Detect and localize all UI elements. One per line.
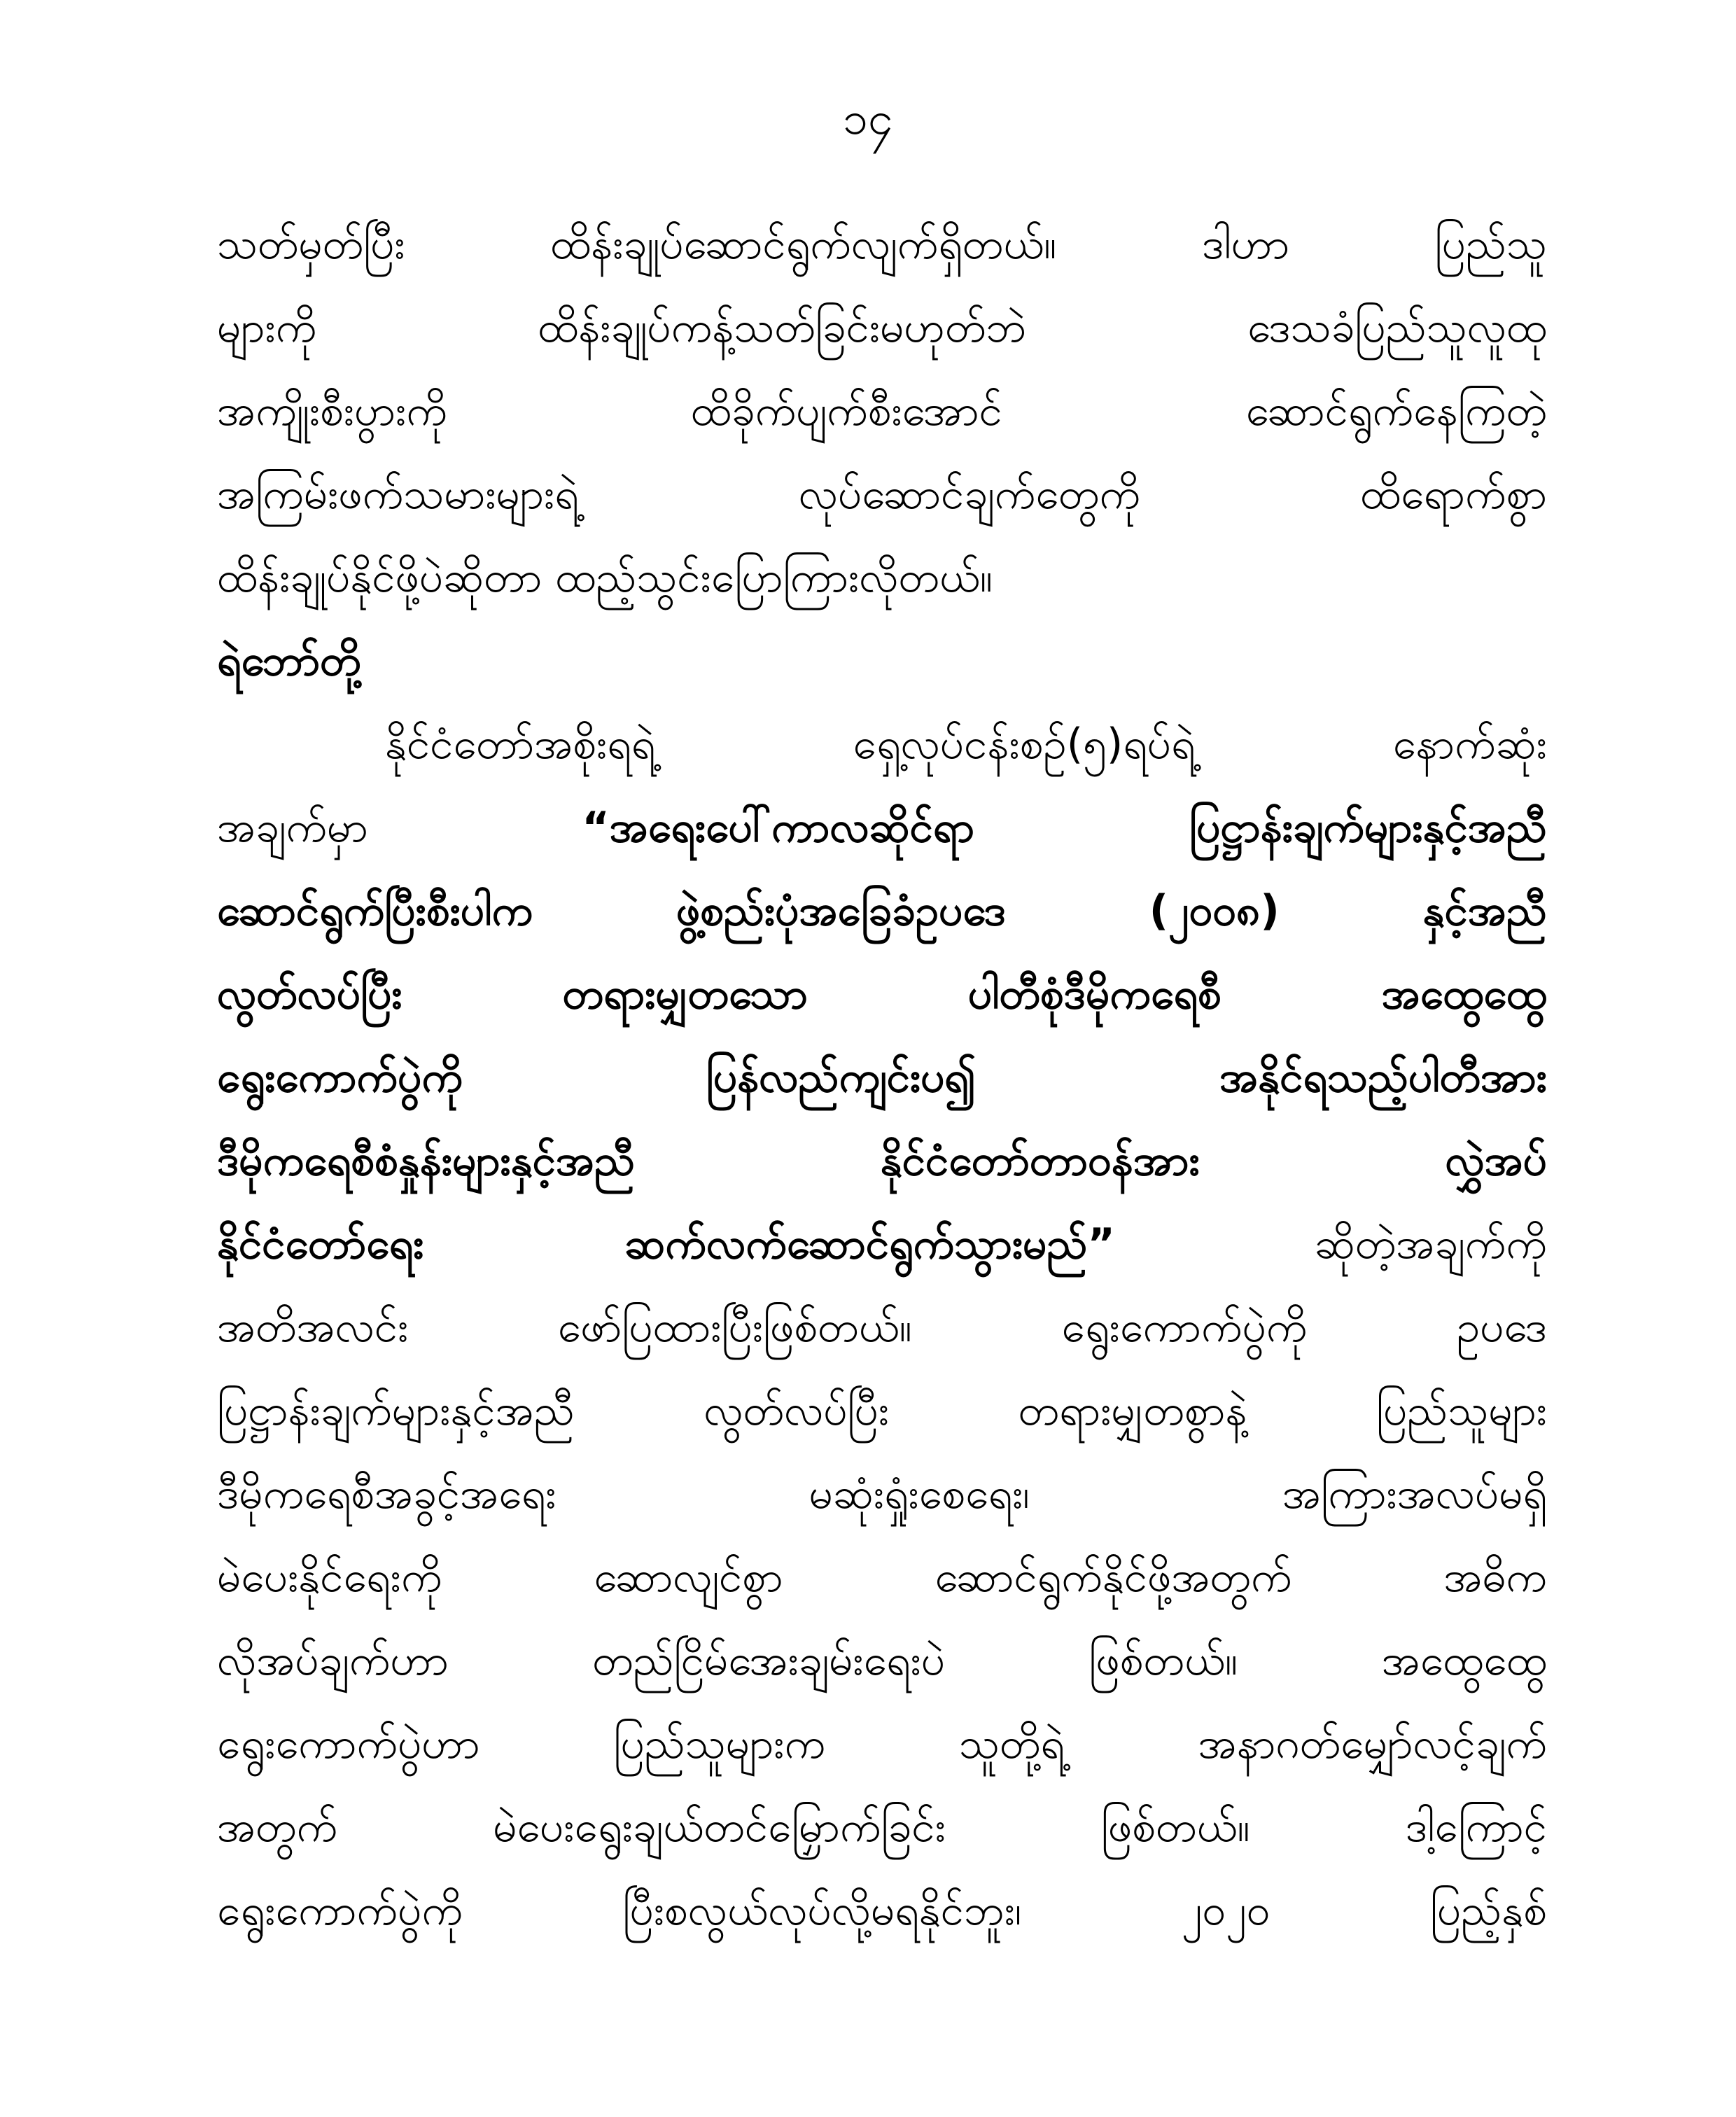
text-line [217, 786, 1547, 869]
quoted-bold-line: ဆောင်ရွက်ပြီးစီးပါက ဖွဲ့စည်းပုံအခြေခံဥပဒေ (၂၀၀၈) နှင့်အညီ [217, 886, 1547, 935]
text-line: အကျိုးစီးပွားကို ထိခိုက်ပျက်စီးအောင် ဆောင်ရွက်နေကြတဲ့ [217, 386, 1547, 435]
text-line: သတ်မှတ်ပြီး ထိန်းချုပ်ဆောင်ရွက်လျက်ရှိတယ်။ ဒါဟာ ပြည်သူ [217, 220, 1547, 269]
text-line: များကို ထိန်းချုပ်ကန့်သတ်ခြင်းမဟုတ်ဘဲ ဒေသခံပြည်သူလူထု [217, 303, 1547, 352]
plain-text: ဆိုတဲ့အချက်ကို [1314, 1220, 1547, 1269]
text-line: မဲပေးနိုင်ရေးကို ဆောလျင်စွာ ဆောင်ရွက်နိုင်ဖို့အတွက် အဓိက [217, 1553, 1547, 1602]
quoted-bold-text: နိုင်ငံတော်ရေး ဆက်လက်ဆောင်ရွက်သွားမည်” [217, 1220, 1115, 1269]
text-line: ပြဋ္ဌာန်းချက်များနှင့်အညီ လွတ်လပ်ပြီး တရားမျှတစွာနဲ့ ပြည်သူများ [217, 1386, 1547, 1435]
quoted-bold-text: “အရေးပေါ်ကာလဆိုင်ရာ ပြဋ္ဌာန်းချက်များနှင့်အညီ [582, 803, 1547, 852]
text-line: ဒီမိုကရေစီအခွင့်အရေး မဆုံးရှုံးစေရေး၊ အကြားအလပ်မရှိ [217, 1469, 1547, 1518]
text-line [217, 1203, 1547, 1286]
text-line: ထိန်းချုပ်နိုင်ဖို့ပဲဆိုတာ ထည့်သွင်းပြောကြားလိုတယ်။ [217, 553, 993, 602]
text-line: အကြမ်းဖက်သမားများရဲ့ လုပ်ဆောင်ချက်တွေကို ထိရောက်စွာ [217, 470, 1547, 519]
text-line: ရွေးကောက်ပွဲဟာ ပြည်သူများက သူတို့ရဲ့ အနာဂတ်မျှော်လင့်ချက် [217, 1719, 1547, 1768]
plain-text: အချက်မှာ [217, 803, 368, 852]
body-text [217, 203, 1547, 1952]
page-number: ၁၄ [843, 93, 893, 145]
text-line: လိုအပ်ချက်ဟာ တည်ငြိမ်အေးချမ်းရေးပဲ ဖြစ်တယ်။ အထွေထွေ [217, 1636, 1547, 1685]
text-line: အတွက် မဲပေးရွေးချယ်တင်မြှောက်ခြင်း ဖြစ်တယ်။ ဒါ့ကြောင့် [217, 1803, 1547, 1852]
text-line: အတိအလင်း ဖော်ပြထားပြီးဖြစ်တယ်။ ရွေးကောက်ပွဲကို ဥပဒေ [217, 1303, 1547, 1352]
text-line: နိုင်ငံတော်အစိုးရရဲ့ ရှေ့လုပ်ငန်းစဉ်(၅)ရပ်ရဲ့ နောက်ဆုံး [385, 720, 1547, 769]
quoted-bold-line: လွတ်လပ်ပြီး တရားမျှတသော ပါတီစုံဒီမိုကရေစီ အထွေထွေ [217, 970, 1547, 1019]
quoted-bold-line: ရွေးကောက်ပွဲကို ပြန်လည်ကျင်းပ၍ အနိုင်ရသည့်ပါတီအား [217, 1053, 1547, 1102]
section-heading: ရဲဘော်တို့ [217, 636, 361, 685]
text-line: ရွေးကောက်ပွဲကို ပြီးစလွယ်လုပ်လို့မရနိုင်ဘူး၊ ၂၀၂၀ ပြည့်နှစ် [217, 1886, 1547, 1935]
quoted-bold-line: ဒီမိုကရေစီစံနှုန်းများနှင့်အညီ နိုင်ငံတော်တာဝန်အား လွှဲအပ် [217, 1136, 1547, 1185]
